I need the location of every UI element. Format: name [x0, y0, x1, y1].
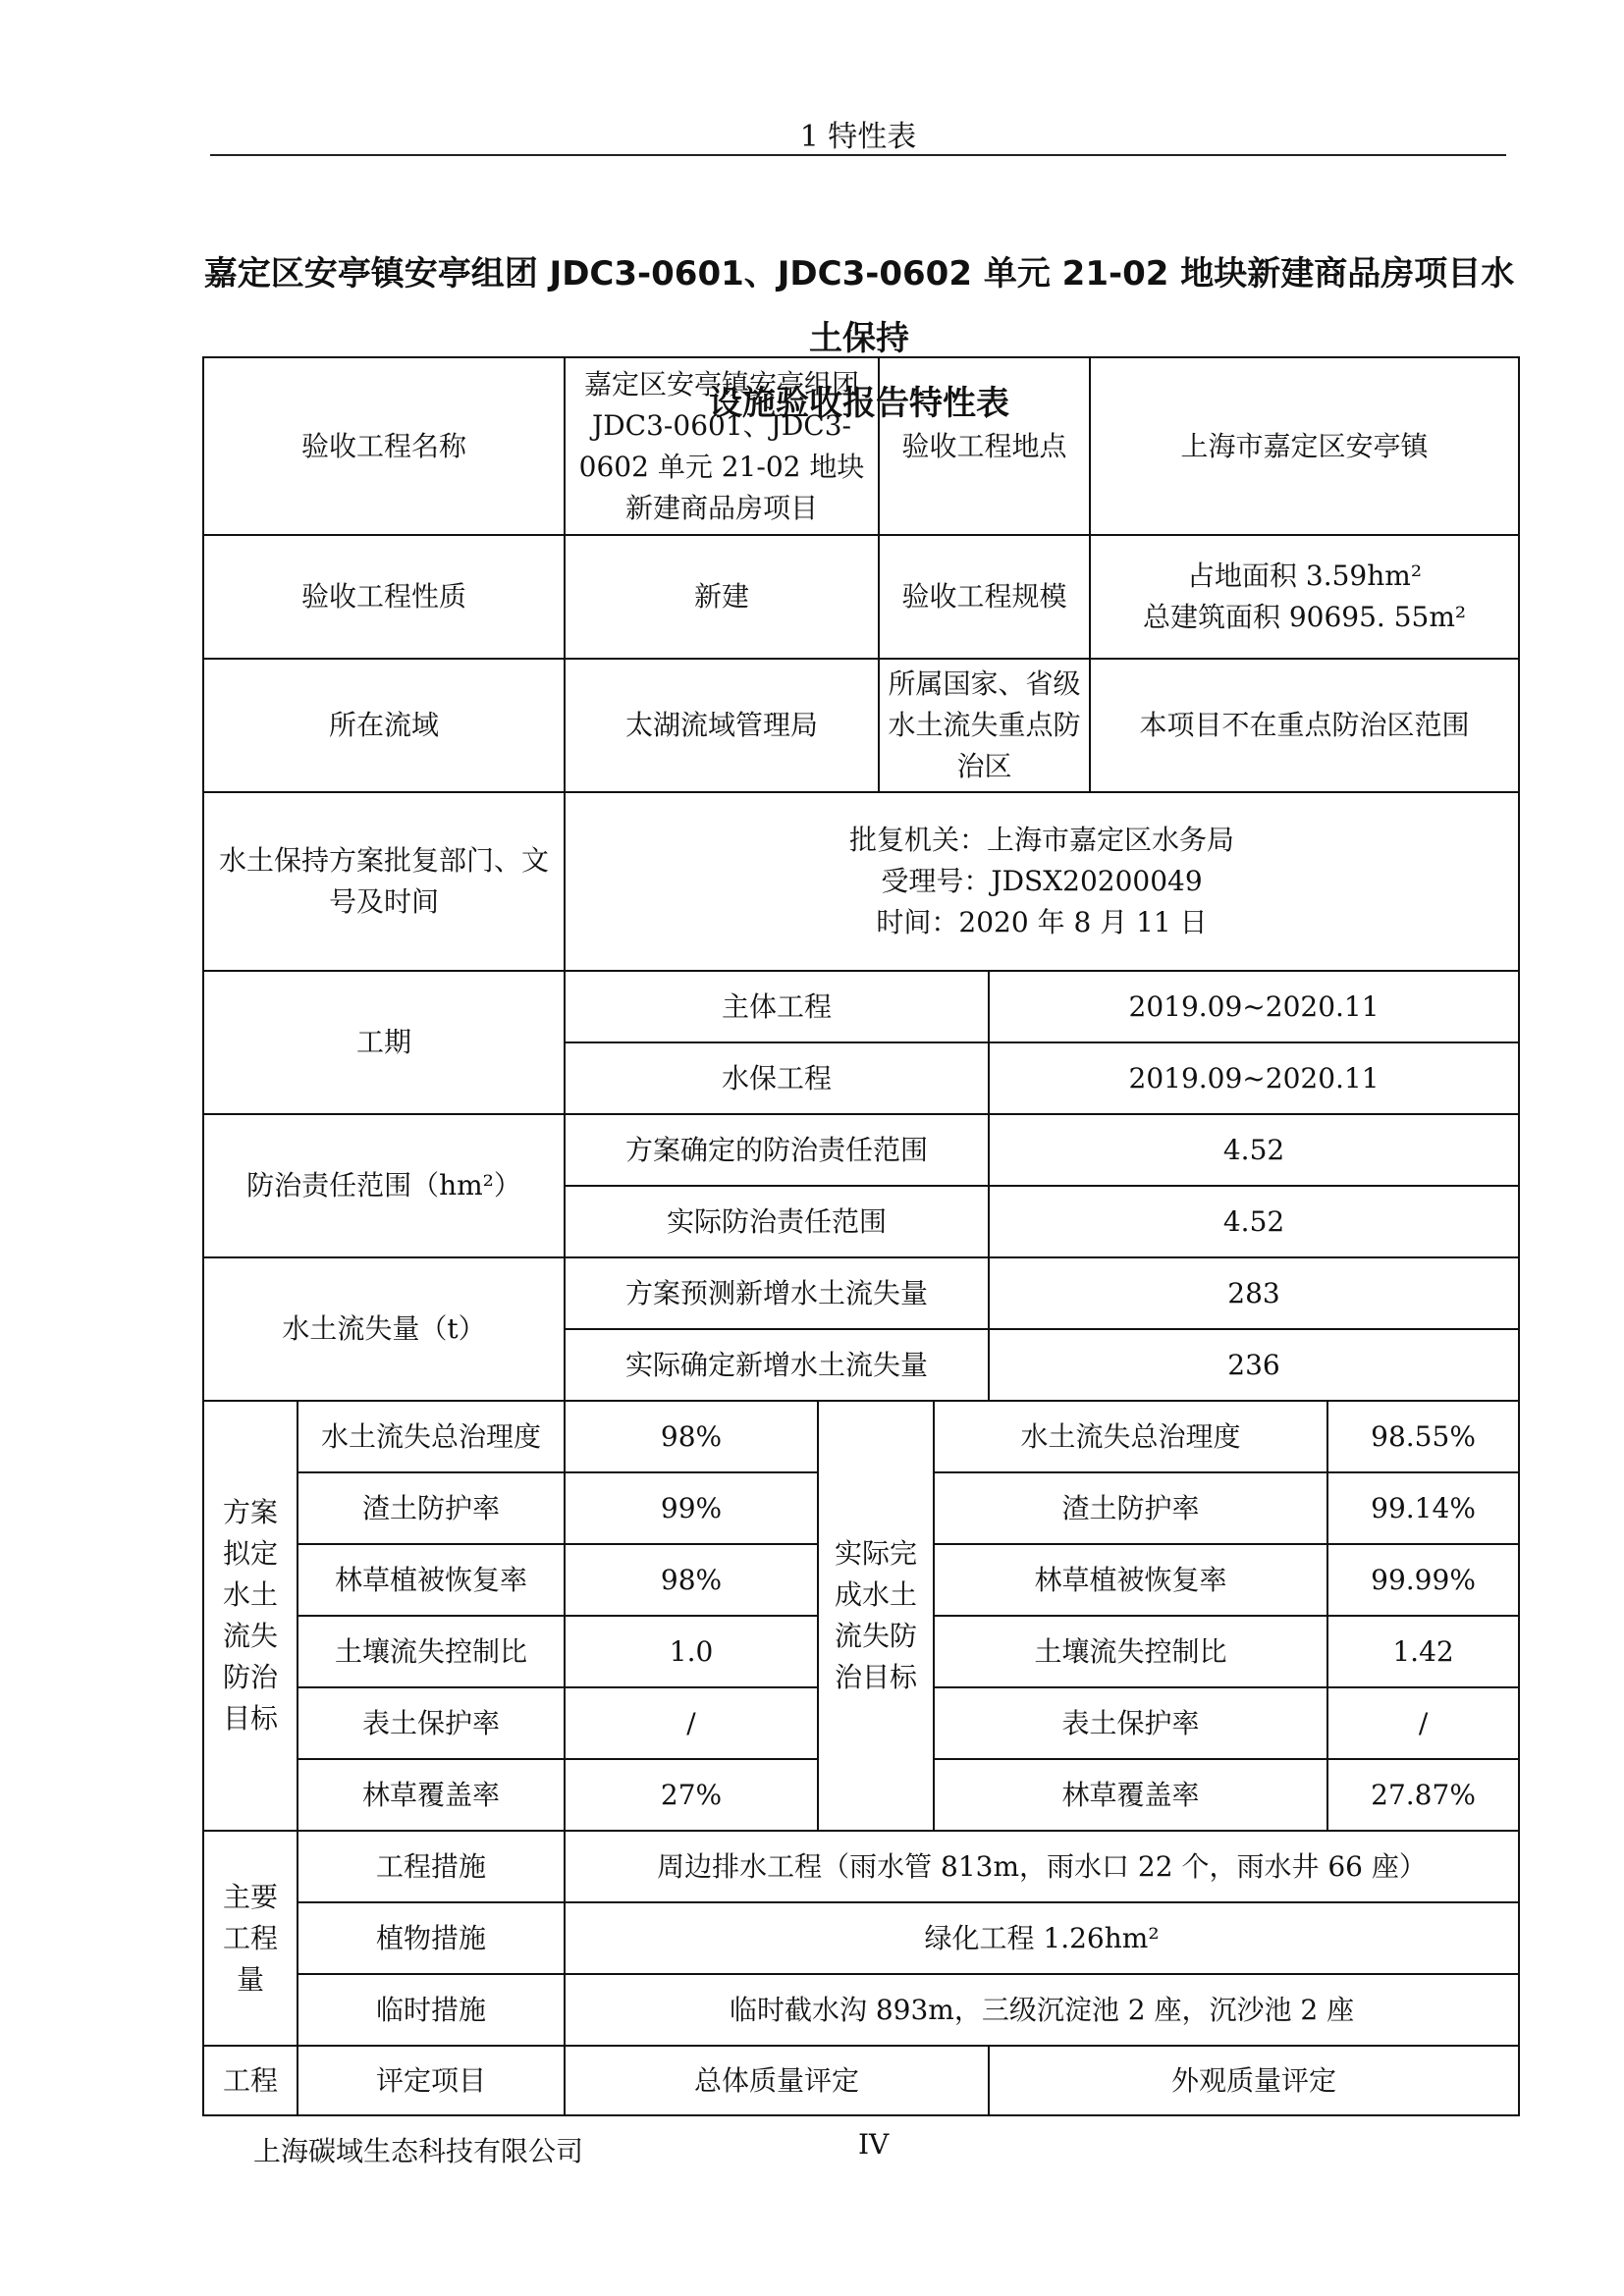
temporary-measures-label: 临时措施: [298, 1974, 565, 2046]
overall-quality-label: 总体质量评定: [565, 2046, 989, 2115]
engineering-measures-value: 周边排水工程（雨水管 813m，雨水口 22 个，雨水井 66 座）: [565, 1831, 1519, 1902]
target-planned-value: 27%: [565, 1759, 818, 1831]
target-actual-value: 99.14%: [1327, 1472, 1519, 1544]
period-soil-value: 2019.09~2020.11: [989, 1042, 1519, 1114]
table-row: [203, 1974, 1519, 2046]
works-group: 主要工程量: [203, 1831, 298, 2046]
page-number: IV: [858, 2128, 890, 2161]
table-row: [203, 792, 1519, 971]
table-row: [203, 1831, 1519, 1902]
target-actual-value: 98.55%: [1327, 1401, 1519, 1472]
characteristics-table: [202, 356, 1520, 2116]
appearance-quality-label: 外观质量评定: [989, 2046, 1519, 2115]
target-actual-value: 27.87%: [1327, 1759, 1519, 1831]
loss-planned-value: 283: [989, 1257, 1519, 1329]
temporary-measures-value: 临时截水沟 893m，三级沉淀池 2 座，沉沙池 2 座: [565, 1974, 1519, 2046]
land-area: 占地面积 3.59hm²: [1187, 560, 1423, 592]
period-main-label: 主体工程: [565, 971, 989, 1042]
basin-label: 所在流域: [203, 659, 565, 792]
project-location-value: 上海市嘉定区安亭镇: [1090, 357, 1519, 535]
title-line-1: 嘉定区安亭镇安亭组团 JDC3-0601、JDC3-0602 单元 21-02 地块新建商品房项目水土保持: [203, 254, 1515, 358]
period-main-value: 2019.09~2020.11: [989, 971, 1519, 1042]
loss-actual-label: 实际确定新增水土流失量: [565, 1329, 989, 1401]
plant-measures-label: 植物措施: [298, 1902, 565, 1974]
target-name: 林草植被恢复率: [298, 1544, 565, 1616]
footer-company: 上海碳域生态科技有限公司: [253, 2135, 584, 2167]
target-planned-value: /: [565, 1687, 818, 1759]
key-zone-value: 本项目不在重点防治区范围: [1090, 659, 1519, 792]
table-row: [203, 2046, 1519, 2115]
quality-item-label: 评定项目: [298, 2046, 565, 2115]
target-actual-name: 水土流失总治理度: [934, 1401, 1327, 1472]
basin-value: 太湖流域管理局: [565, 659, 879, 792]
plant-measures-value: 绿化工程 1.26hm²: [565, 1902, 1519, 1974]
table-row: [203, 1902, 1519, 1974]
target-name: 表土保护率: [298, 1687, 565, 1759]
target-actual-name: 土壤流失控制比: [934, 1616, 1327, 1687]
loss-planned-label: 方案预测新增水土流失量: [565, 1257, 989, 1329]
project-location-label: 验收工程地点: [879, 357, 1090, 535]
approval-label: 水土保持方案批复部门、文号及时间: [203, 792, 565, 971]
target-actual-name: 林草植被恢复率: [934, 1544, 1327, 1616]
scope-label: 防治责任范围（hm²）: [203, 1114, 565, 1257]
project-scale-value: [1090, 535, 1519, 659]
table-row: [203, 1114, 1519, 1186]
project-scale-label: 验收工程规模: [879, 535, 1090, 659]
header-rule: [210, 154, 1506, 156]
approval-number: 受理号：JDSX20200049: [881, 865, 1203, 897]
target-actual-name: 林草覆盖率: [934, 1759, 1327, 1831]
table-row: [203, 971, 1519, 1042]
approval-date: 时间：2020 年 8 月 11 日: [876, 906, 1208, 938]
engineering-measures-label: 工程措施: [298, 1831, 565, 1902]
target-name: 渣土防护率: [298, 1472, 565, 1544]
project-nature-value: 新建: [565, 535, 879, 659]
target-planned-value: 98%: [565, 1544, 818, 1616]
table-row: [203, 1257, 1519, 1329]
actual-targets-group: 实际完成水土流失防治目标: [818, 1401, 934, 1831]
key-zone-label: 所属国家、省级水土流失重点防治区: [879, 659, 1090, 792]
building-area: 总建筑面积 90695. 55m²: [1142, 601, 1467, 633]
target-actual-name: 表土保护率: [934, 1687, 1327, 1759]
approval-authority: 批复机关：上海市嘉定区水务局: [849, 824, 1235, 856]
scope-planned-value: 4.52: [989, 1114, 1519, 1186]
project-name-label: 验收工程名称: [203, 357, 565, 535]
project-nature-label: 验收工程性质: [203, 535, 565, 659]
planned-targets-group: 方案拟定水土流失防治目标: [203, 1401, 298, 1831]
target-actual-value: 1.42: [1327, 1616, 1519, 1687]
table-row: [203, 1401, 1519, 1472]
project-name-value: 嘉定区安亭镇安亭组团 JDC3-0601、JDC3-0602 单元 21-02 地块新建商品房项目: [565, 357, 879, 535]
loss-label: 水土流失量（t）: [203, 1257, 565, 1401]
period-soil-label: 水保工程: [565, 1042, 989, 1114]
scope-actual-value: 4.52: [989, 1186, 1519, 1257]
target-planned-value: 1.0: [565, 1616, 818, 1687]
table-row: [203, 659, 1519, 792]
scope-planned-label: 方案确定的防治责任范围: [565, 1114, 989, 1186]
quality-group: 工程: [203, 2046, 298, 2115]
approval-value: [565, 792, 1519, 971]
scope-actual-label: 实际防治责任范围: [565, 1186, 989, 1257]
target-name: 水土流失总治理度: [298, 1401, 565, 1472]
target-actual-value: /: [1327, 1687, 1519, 1759]
target-name: 土壤流失控制比: [298, 1616, 565, 1687]
loss-actual-value: 236: [989, 1329, 1519, 1401]
table-row: [203, 357, 1519, 535]
period-label: 工期: [203, 971, 565, 1114]
table-row: [203, 535, 1519, 659]
page-header: 1 特性表: [799, 120, 917, 154]
target-planned-value: 99%: [565, 1472, 818, 1544]
target-actual-value: 99.99%: [1327, 1544, 1519, 1616]
target-name: 林草覆盖率: [298, 1759, 565, 1831]
title-line-2: 设施验收报告特性表: [709, 384, 1009, 423]
target-planned-value: 98%: [565, 1401, 818, 1472]
target-actual-name: 渣土防护率: [934, 1472, 1327, 1544]
